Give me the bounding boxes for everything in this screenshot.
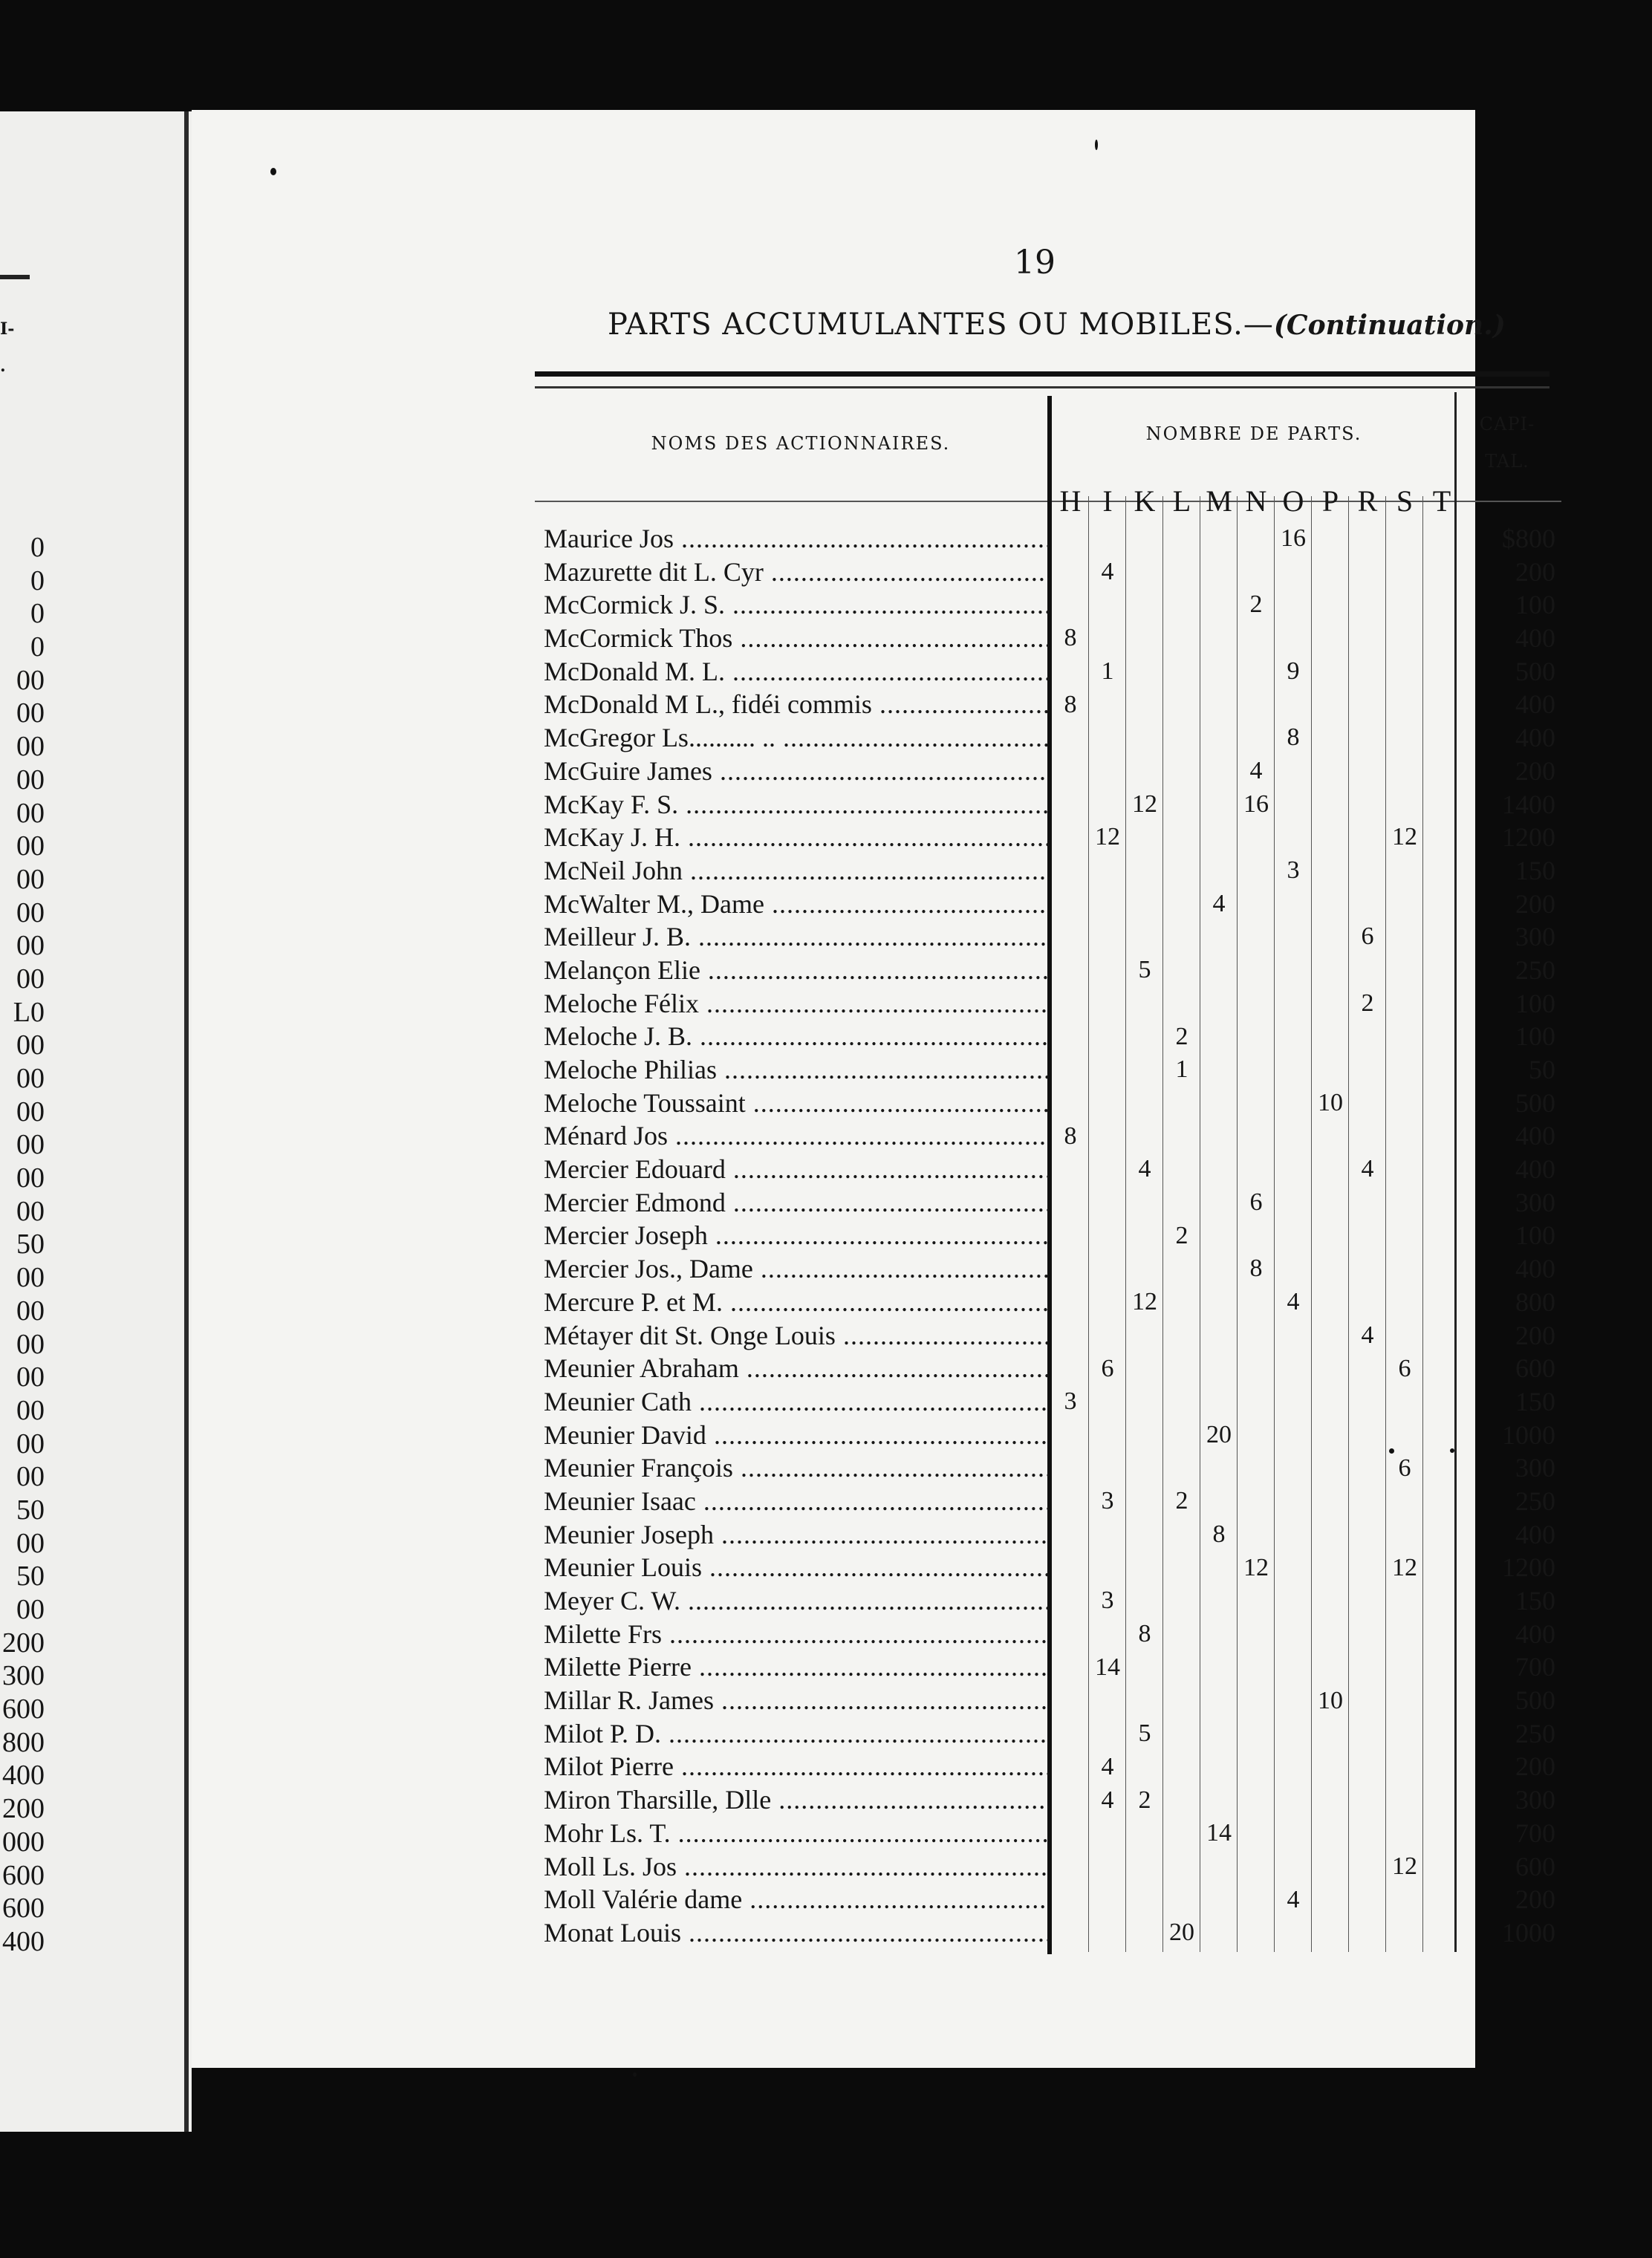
shareholder-name: Mazurette dit L. Cyr ..... <box>544 556 1049 589</box>
shareholder-name: Mercier Edouard ..... <box>544 1153 1049 1186</box>
shareholder-name: Meunier David ..... <box>544 1419 1049 1452</box>
left-page-capital-value: 00 <box>16 1394 45 1426</box>
parts-count: 10 <box>1318 1088 1343 1116</box>
capital-value: 600 <box>1515 1353 1555 1384</box>
shareholder-name: Meunier François ..... <box>544 1451 1049 1485</box>
parts-count: 8 <box>1212 1520 1226 1548</box>
parts-count: 8 <box>1064 624 1077 652</box>
capital-value: 400 <box>1515 623 1555 654</box>
parts-count: 5 <box>1138 956 1151 984</box>
parts-column-divider <box>1237 496 1238 1952</box>
shareholder-name: McDonald M. L. ..... <box>544 655 1049 689</box>
left-page-capital-value: 600 <box>2 1859 45 1891</box>
parts-count: 6 <box>1398 1354 1411 1382</box>
parts-count: 12 <box>1132 1288 1157 1316</box>
capital-value: 150 <box>1515 855 1555 885</box>
left-page-capital-value: 0 <box>30 532 45 563</box>
left-page-capital-column <box>0 531 45 1959</box>
parts-count: 3 <box>1064 1387 1077 1416</box>
left-page-capital-value: 400 <box>2 1760 45 1792</box>
left-page-capital-value: 00 <box>16 830 45 862</box>
left-page-capital-value: 00 <box>16 1527 45 1559</box>
capital-value: 300 <box>1515 1187 1555 1217</box>
parts-count: 6 <box>1249 1188 1263 1216</box>
header-rule-thin <box>535 386 1549 388</box>
left-page-capital-value: 00 <box>16 1029 45 1061</box>
parts-count: 4 <box>1287 1885 1300 1913</box>
left-page-capital-value: 00 <box>16 1361 45 1393</box>
paper-speck <box>270 168 276 175</box>
shareholder-name: Meloche Philias ..... <box>544 1053 1049 1087</box>
left-page-capital-value: L0 <box>13 996 45 1028</box>
capital-value: 100 <box>1515 988 1555 1018</box>
left-page-capital-value: 00 <box>16 1461 45 1493</box>
capital-value: 250 <box>1515 954 1555 985</box>
capital-value: 200 <box>1515 755 1555 786</box>
ledger-page <box>192 110 1555 2068</box>
capital-header-line-2: TAL. <box>1485 451 1529 472</box>
capital-value: $800 <box>1502 524 1555 553</box>
left-page-capital-value: 300 <box>2 1660 45 1692</box>
capital-header-line-1: CAPI- <box>1479 414 1535 435</box>
parts-count: 10 <box>1318 1686 1343 1714</box>
capital-value: 800 <box>1515 1286 1555 1317</box>
left-page-capital-value: 00 <box>16 1262 45 1294</box>
shareholder-name: Meunier Louis ..... <box>544 1551 1049 1584</box>
parts-count: 16 <box>1243 790 1269 818</box>
page-gutter <box>184 111 189 2132</box>
left-page-capital-value: 00 <box>16 1129 45 1161</box>
capital-value: 400 <box>1515 1254 1555 1284</box>
capital-value: 150 <box>1515 1586 1555 1616</box>
parts-count: 20 <box>1169 1919 1194 1947</box>
capital-value: 1200 <box>1502 822 1555 853</box>
capital-value: 200 <box>1515 888 1555 919</box>
parts-count: 12 <box>1392 1553 1417 1581</box>
parts-count: 12 <box>1095 823 1120 851</box>
left-page-capital-value: 0 <box>30 631 45 663</box>
parts-count: 1 <box>1175 1055 1188 1084</box>
shareholder-name: McCormick J. S. ..... <box>544 588 1049 622</box>
capital-value: 500 <box>1515 1087 1555 1118</box>
paper-speck <box>1450 1448 1454 1453</box>
paper-speck <box>1389 1448 1394 1454</box>
paper-speck <box>633 2072 637 2077</box>
shareholder-name: Miron Tharsille, Dlle ..... <box>544 1783 1049 1817</box>
parts-count: 4 <box>1361 1321 1374 1349</box>
parts-column-letter-o: O <box>1282 484 1304 518</box>
left-page-header-fragment: I- <box>0 319 15 339</box>
left-page-capital-value: 00 <box>16 664 45 696</box>
capital-value: 400 <box>1515 1618 1555 1649</box>
capital-value: 700 <box>1515 1652 1555 1682</box>
parts-count: 4 <box>1212 889 1226 917</box>
shareholder-name: Melançon Elie ..... <box>544 954 1049 987</box>
left-page-capital-value: 00 <box>16 764 45 795</box>
parts-count: 16 <box>1281 524 1306 552</box>
capital-value: 250 <box>1515 1718 1555 1748</box>
shareholder-name: Ménard Jos ..... <box>544 1119 1049 1153</box>
parts-count: 1 <box>1101 657 1114 685</box>
parts-count: 12 <box>1132 790 1157 818</box>
capital-value: 200 <box>1515 1751 1555 1782</box>
capital-value: 1000 <box>1502 1917 1555 1948</box>
parts-count: 5 <box>1138 1719 1151 1748</box>
left-page-capital-value: 00 <box>16 1328 45 1360</box>
left-page-capital-value: 00 <box>16 1295 45 1327</box>
shareholder-name: Mercier Jos., Dame ..... <box>544 1252 1049 1286</box>
shareholder-name: Meloche Toussaint ..... <box>544 1087 1049 1120</box>
shareholder-name: McGuire James ..... <box>544 755 1049 788</box>
parts-count: 3 <box>1287 856 1300 884</box>
shareholder-name: Meloche J. B. ..... <box>544 1020 1049 1053</box>
shareholder-name: Milette Pierre ..... <box>544 1650 1049 1684</box>
capital-value: 300 <box>1515 1785 1555 1815</box>
parts-count: 2 <box>1249 590 1263 619</box>
shareholder-name: McKay J. H. ..... <box>544 821 1049 854</box>
facing-page-left <box>0 111 192 2132</box>
shareholder-name: Meunier Joseph ..... <box>544 1518 1049 1552</box>
shareholder-name: Maurice Jos ..... <box>544 522 1049 556</box>
left-page-capital-value: 0 <box>30 598 45 630</box>
column-header-parts: NOMBRE DE PARTS. <box>1145 423 1362 444</box>
column-header-capital <box>1459 406 1555 480</box>
parts-count: 2 <box>1175 1487 1188 1515</box>
left-page-capital-value: 50 <box>16 1494 45 1526</box>
shareholder-name: Meyer C. W. ..... <box>544 1584 1049 1618</box>
shareholder-name: McNeil John ..... <box>544 854 1049 888</box>
left-page-capital-value: 00 <box>16 697 45 729</box>
parts-count: 12 <box>1392 823 1417 851</box>
parts-count: 4 <box>1101 1752 1114 1780</box>
parts-count: 8 <box>1249 1255 1263 1283</box>
parts-count: 6 <box>1101 1354 1114 1382</box>
shareholder-name: Milot P. D. ..... <box>544 1717 1049 1751</box>
parts-capital-divider <box>1454 392 1457 1952</box>
parts-count: 6 <box>1361 923 1374 951</box>
parts-count: 12 <box>1243 1553 1269 1581</box>
shareholder-name: Mercure P. et M. ..... <box>544 1286 1049 1319</box>
capital-value: 600 <box>1515 1851 1555 1881</box>
shareholder-name: Monat Louis ..... <box>544 1916 1049 1950</box>
parts-count: 3 <box>1101 1587 1114 1615</box>
left-page-capital-value: 200 <box>2 1627 45 1659</box>
parts-count: 2 <box>1175 1221 1188 1249</box>
shareholder-name: McDonald M L., fidéi commis ..... <box>544 688 1049 721</box>
capital-value: 300 <box>1515 922 1555 952</box>
left-page-capital-value: 50 <box>16 1561 45 1592</box>
parts-count: 8 <box>1287 723 1300 752</box>
parts-count: 3 <box>1101 1487 1114 1515</box>
parts-column-letter-r: R <box>1357 484 1378 518</box>
parts-column-divider <box>1422 496 1423 1952</box>
running-title <box>608 308 1544 342</box>
parts-column-letter-m: M <box>1206 484 1232 518</box>
parts-column-letter-l: L <box>1172 484 1191 518</box>
header-rule-thick <box>535 371 1549 377</box>
capital-value: 100 <box>1515 1220 1555 1251</box>
capital-value: 50 <box>1529 1055 1555 1084</box>
capital-value: 400 <box>1515 723 1555 753</box>
capital-value: 1200 <box>1502 1552 1555 1583</box>
parts-column-letter-t: T <box>1432 484 1451 518</box>
capital-value: 250 <box>1515 1486 1555 1516</box>
parts-column-letter-s: S <box>1396 484 1414 518</box>
parts-column-divider <box>1311 496 1312 1952</box>
capital-value: 200 <box>1515 1320 1555 1350</box>
shareholder-name: Métayer dit St. Onge Louis ..... <box>544 1319 1049 1353</box>
paper-speck <box>1095 140 1098 150</box>
capital-value: 100 <box>1515 1021 1555 1052</box>
parts-count: 6 <box>1398 1454 1411 1482</box>
shareholder-name: Moll Valérie dame ..... <box>544 1883 1049 1916</box>
shareholder-name: McKay F. S. ..... <box>544 788 1049 821</box>
left-page-capital-value: 000 <box>2 1826 45 1858</box>
column-header-names: NOMS DES ACTIONNAIRES. <box>651 433 951 454</box>
capital-value: 400 <box>1515 1121 1555 1151</box>
parts-count: 2 <box>1361 989 1374 1017</box>
parts-count: 2 <box>1175 1022 1188 1050</box>
shareholder-name: Meloche Félix ..... <box>544 987 1049 1021</box>
parts-column-divider <box>1274 496 1275 1952</box>
running-title-continuation: (Continuation.) <box>1273 310 1506 341</box>
parts-column-divider <box>1385 496 1386 1952</box>
capital-column <box>1459 522 1555 1950</box>
left-page-capital-value: 00 <box>16 797 45 829</box>
shareholder-name: Mohr Ls. T. ..... <box>544 1817 1049 1850</box>
parts-column-letter-k: K <box>1134 484 1156 518</box>
parts-count: 8 <box>1064 1122 1077 1150</box>
capital-value: 1400 <box>1502 789 1555 819</box>
left-page-capital-value: 0 <box>30 564 45 596</box>
parts-count: 4 <box>1101 1786 1114 1814</box>
left-page-capital-value: 00 <box>16 1162 45 1194</box>
parts-column-divider <box>1348 496 1349 1952</box>
capital-value: 200 <box>1515 1884 1555 1915</box>
left-page-capital-value: 400 <box>2 1925 45 1957</box>
capital-value: 150 <box>1515 1386 1555 1416</box>
capital-value: 700 <box>1515 1818 1555 1848</box>
capital-value: 400 <box>1515 689 1555 720</box>
capital-value: 1000 <box>1502 1419 1555 1450</box>
left-page-capital-value: 200 <box>2 1793 45 1825</box>
shareholder-name: Mercier Edmond ..... <box>544 1186 1049 1220</box>
shareholder-name: Mercier Joseph ..... <box>544 1219 1049 1252</box>
capital-value: 400 <box>1515 1519 1555 1549</box>
shareholder-name: Milot Pierre ..... <box>544 1750 1049 1783</box>
shareholder-name: Meunier Cath ..... <box>544 1385 1049 1419</box>
parts-count: 12 <box>1392 1852 1417 1880</box>
capital-value: 200 <box>1515 556 1555 587</box>
parts-count: 4 <box>1101 557 1114 585</box>
left-page-capital-value: 00 <box>16 1096 45 1128</box>
left-page-capital-value: 00 <box>16 897 45 928</box>
parts-count: 8 <box>1064 690 1077 718</box>
shareholder-name: Milette Frs ..... <box>544 1618 1049 1651</box>
capital-value: 500 <box>1515 1685 1555 1716</box>
left-page-capital-value: 600 <box>2 1893 45 1924</box>
shareholder-name: McWalter M., Dame ..... <box>544 888 1049 921</box>
parts-column-letter-i: I <box>1102 484 1113 518</box>
parts-count: 8 <box>1138 1620 1151 1648</box>
parts-count: 4 <box>1361 1155 1374 1183</box>
parts-column-letter-n: N <box>1245 484 1267 518</box>
capital-value: 100 <box>1515 590 1555 620</box>
parts-count: 20 <box>1206 1420 1232 1448</box>
left-page-capital-value: 00 <box>16 1594 45 1625</box>
running-title-main: PARTS ACCUMULANTES OU MOBILES.— <box>608 308 1274 342</box>
left-page-capital-value: 00 <box>16 731 45 763</box>
capital-value: 300 <box>1515 1453 1555 1483</box>
shareholder-name: Meunier Isaac ..... <box>544 1485 1049 1518</box>
left-page-capital-value: 00 <box>16 930 45 962</box>
shareholder-name: McCormick Thos ..... <box>544 622 1049 655</box>
shareholder-name: Meilleur J. B. ..... <box>544 920 1049 954</box>
parts-count: 14 <box>1095 1653 1120 1681</box>
left-page-capital-value: 00 <box>16 1063 45 1094</box>
capital-value: 400 <box>1515 1154 1555 1185</box>
parts-count: 2 <box>1138 1786 1151 1814</box>
parts-count: 4 <box>1287 1288 1300 1316</box>
parts-column-letter-p: P <box>1321 484 1339 518</box>
capital-value: 500 <box>1515 656 1555 686</box>
left-page-capital-value: 00 <box>16 863 45 895</box>
parts-column-letter-h: H <box>1059 484 1082 518</box>
left-page-capital-value: 600 <box>2 1693 45 1725</box>
left-page-capital-value: 00 <box>16 1195 45 1227</box>
parts-count: 4 <box>1249 756 1263 784</box>
shareholder-name-column <box>544 522 1049 1950</box>
left-page-header-fragment-2: . <box>0 357 6 376</box>
parts-count: 9 <box>1287 657 1300 685</box>
shareholder-name: Millar R. James ..... <box>544 1684 1049 1717</box>
left-page-capital-value: 00 <box>16 963 45 995</box>
page-number: 19 <box>1014 244 1056 282</box>
left-page-capital-value: 50 <box>16 1229 45 1260</box>
left-page-capital-value: 800 <box>2 1726 45 1758</box>
parts-count: 4 <box>1138 1155 1151 1183</box>
shareholder-name: Meunier Abraham ..... <box>544 1352 1049 1385</box>
shareholder-name: Moll Ls. Jos ..... <box>544 1850 1049 1884</box>
left-page-rule <box>0 275 30 279</box>
shareholder-name: McGregor Ls.......... .. ..... <box>544 721 1049 755</box>
left-page-capital-value: 00 <box>16 1428 45 1460</box>
parts-count: 14 <box>1206 1819 1232 1847</box>
